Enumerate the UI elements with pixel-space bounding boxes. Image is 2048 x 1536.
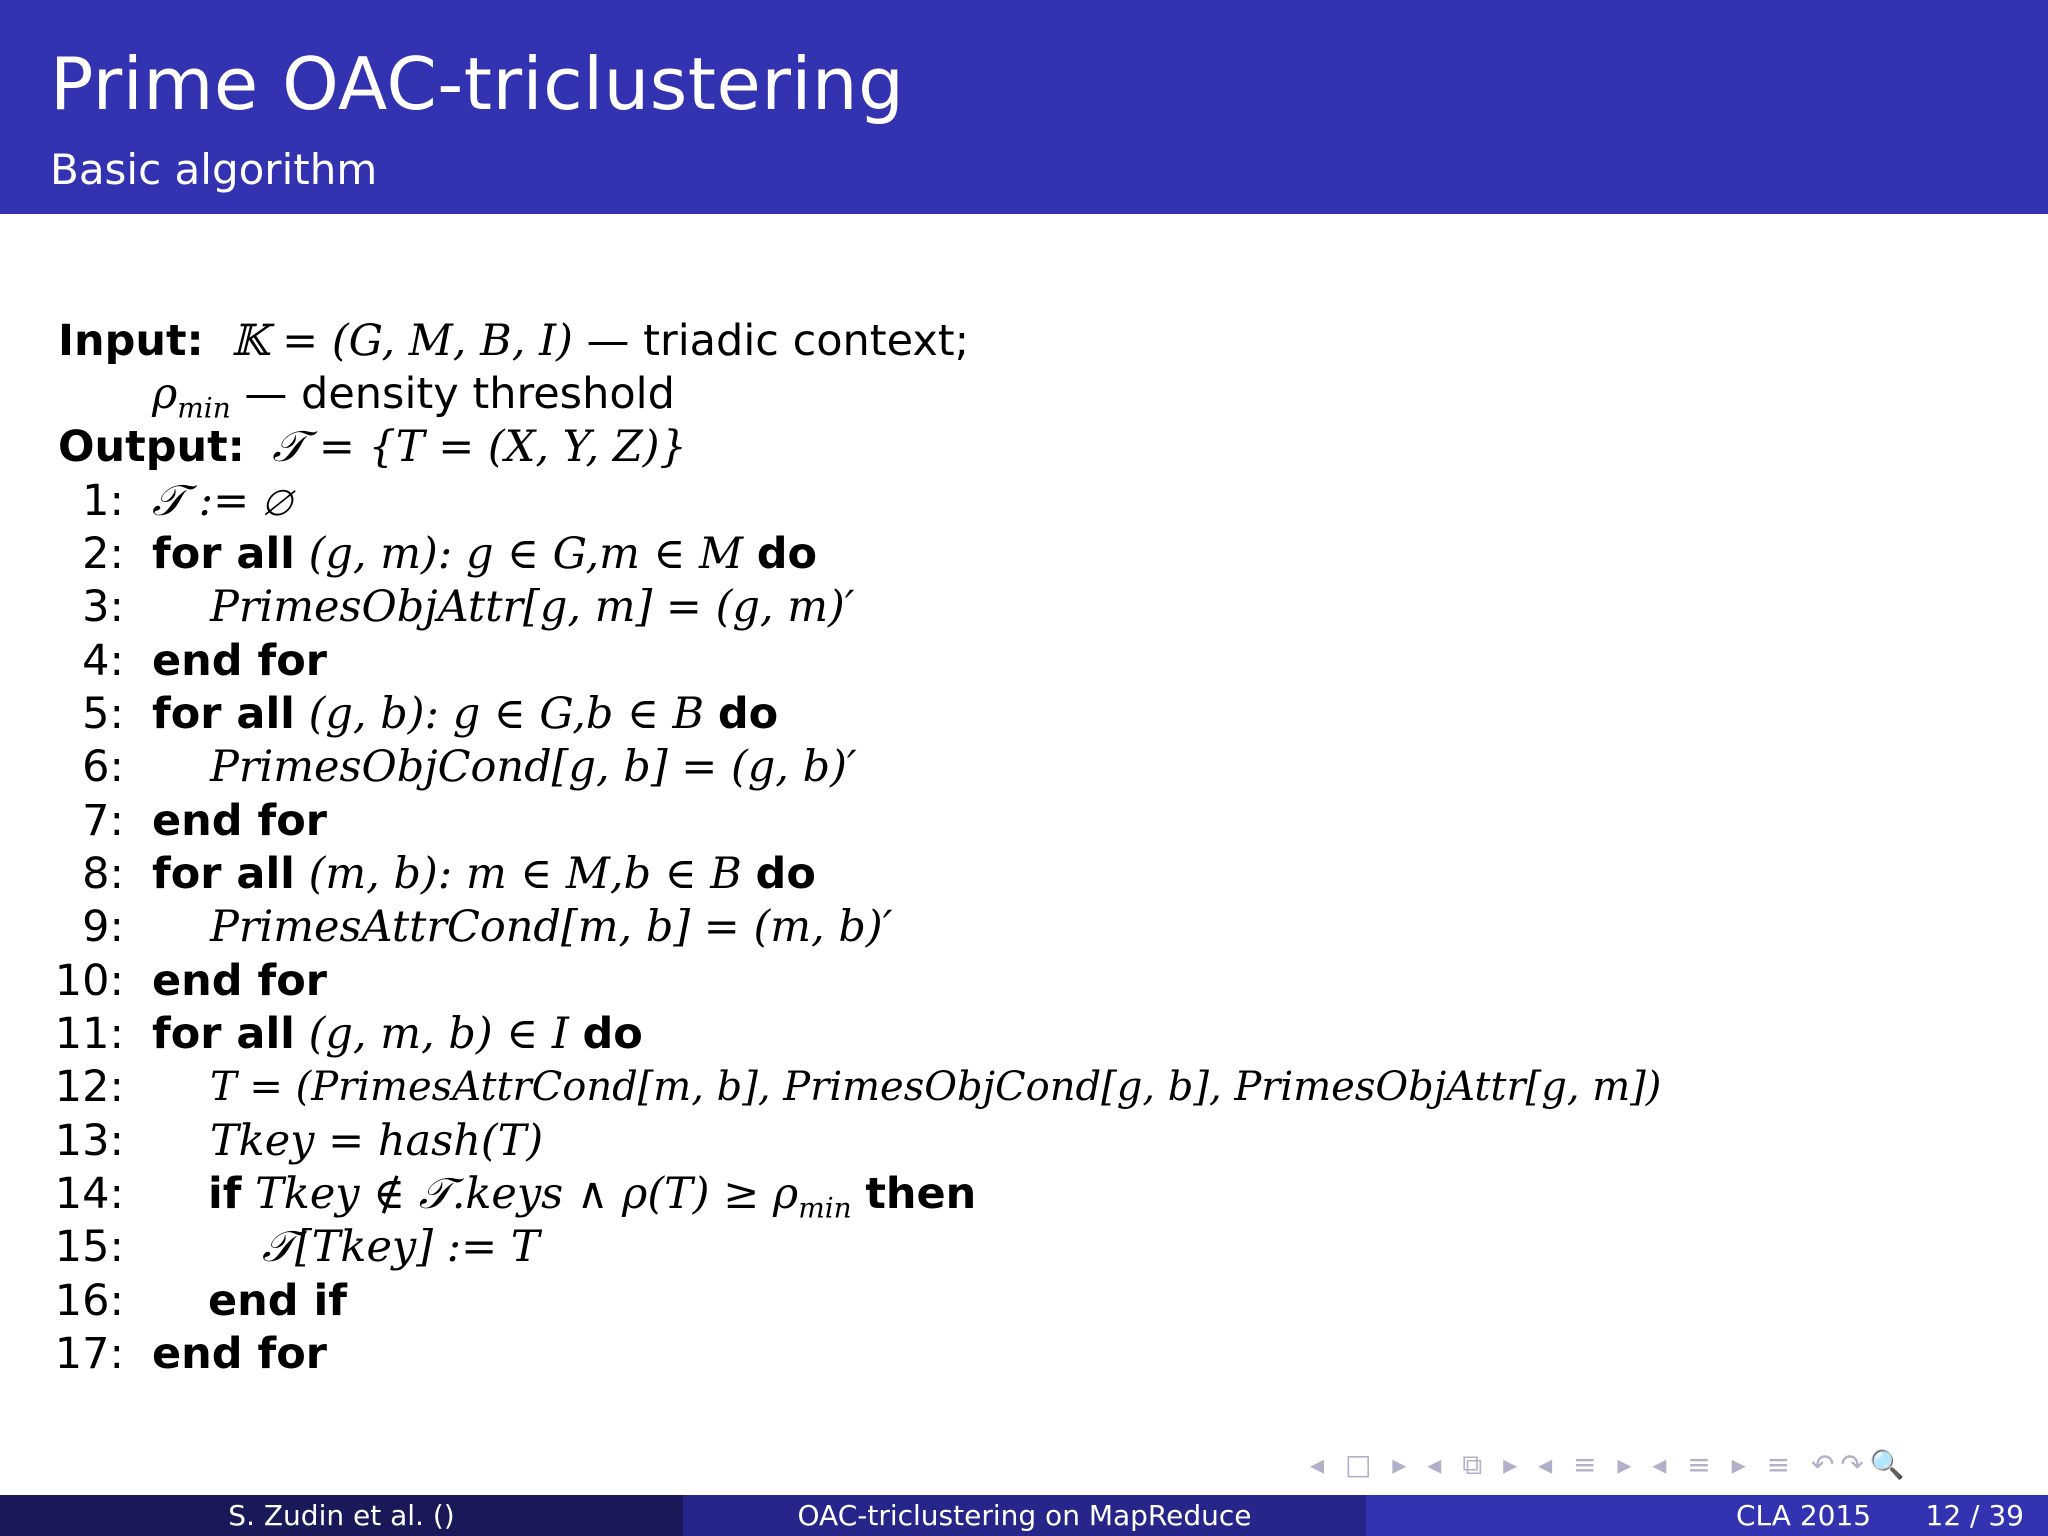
line-number: 13: — [54, 1116, 124, 1166]
line-number: 6: — [82, 742, 124, 792]
line-math: Tkey = hash(T) — [210, 1116, 544, 1166]
input-context-math: 𝕂 = (G, M, B, I) — [231, 316, 573, 366]
input-label: Input: — [58, 316, 204, 366]
line-number: 1: — [82, 476, 124, 526]
keyword: end for — [152, 956, 327, 1006]
line-number: 16: — [54, 1276, 124, 1326]
line-math: (g, b): g ∈ G,b ∈ B — [308, 689, 705, 739]
line-number: 3: — [82, 582, 124, 632]
keyword: do — [582, 1009, 643, 1059]
rho-subscript: min — [798, 1191, 852, 1225]
keyword: then — [865, 1169, 977, 1219]
slide-title: Prime OAC-triclustering — [50, 42, 905, 126]
line-math: PrimesObjAttr[g, m] = (g, m)′ — [210, 582, 855, 632]
slide-footer — [0, 1495, 2048, 1536]
keyword: end for — [152, 796, 327, 846]
keyword: for all — [152, 849, 295, 899]
input-context-text: — triadic context; — [586, 316, 970, 366]
keyword: end if — [208, 1276, 347, 1326]
line-number: 10: — [54, 956, 124, 1006]
line-math: (m, b): m ∈ M,b ∈ B — [308, 849, 742, 899]
line-code: 𝒯 := ∅ — [152, 476, 292, 526]
line-number: 8: — [82, 849, 124, 899]
line-number: 7: — [82, 796, 124, 846]
line-number: 11: — [54, 1009, 124, 1059]
line-number: 12: — [54, 1062, 124, 1112]
footer-page-number: 12 / 39 — [1925, 1499, 2024, 1532]
rho-symbol: ρ — [152, 369, 178, 419]
keyword: do — [755, 849, 816, 899]
threshold-text: — density threshold — [244, 369, 675, 419]
line-math: PrimesAttrCond[m, b] = (m, b)′ — [210, 902, 893, 952]
output-label: Output: — [58, 422, 245, 472]
output-math: 𝒯 = {T = (X, Y, Z)} — [272, 422, 687, 472]
line-number: 17: — [54, 1329, 124, 1379]
line-number: 2: — [82, 529, 124, 579]
line-number: 4: — [82, 636, 124, 686]
line-number: 9: — [82, 902, 124, 952]
keyword: do — [717, 689, 779, 739]
slide-subtitle: Basic algorithm — [50, 145, 378, 194]
keyword: for all — [152, 1009, 295, 1059]
slide-header — [0, 0, 2048, 214]
footer-conference: CLA 2015 — [1736, 1499, 1872, 1532]
rho-subscript: min — [177, 391, 231, 425]
keyword: end for — [152, 636, 327, 686]
footer-authors: S. Zudin et al. () — [0, 1495, 683, 1536]
keyword: end for — [152, 1329, 327, 1379]
line-math: (g, m, b) ∈ I — [308, 1009, 569, 1059]
keyword: if — [208, 1169, 242, 1219]
footer-short-title: OAC-triclustering on MapReduce — [683, 1495, 1366, 1536]
line-number: 14: — [54, 1169, 124, 1219]
keyword: for all — [152, 689, 295, 739]
beamer-navigation-bar[interactable]: ◂ □ ▸ ◂ ⧉ ▸ ◂ ≡ ▸ ◂ ≡ ▸ ≡ ↶↷🔍 — [1310, 1448, 1911, 1481]
line-math: T = (PrimesAttrCond[m, b], PrimesObjCond[g, b], PrimesObjAttr[g, m]) — [210, 1064, 1662, 1110]
line-number: 5: — [82, 689, 124, 739]
keyword: do — [756, 529, 818, 579]
keyword: for all — [152, 529, 295, 579]
footer-right — [1366, 1495, 2048, 1536]
line-math: (g, m): g ∈ G,m ∈ M — [308, 529, 744, 579]
line-math: Tkey ∉ 𝒯.keys ∧ ρ(T) ≥ ρ — [255, 1169, 799, 1219]
line-math: 𝒯[Tkey] := T — [262, 1222, 540, 1272]
line-math: PrimesObjCond[g, b] = (g, b)′ — [210, 742, 857, 792]
line-number: 15: — [54, 1222, 124, 1272]
